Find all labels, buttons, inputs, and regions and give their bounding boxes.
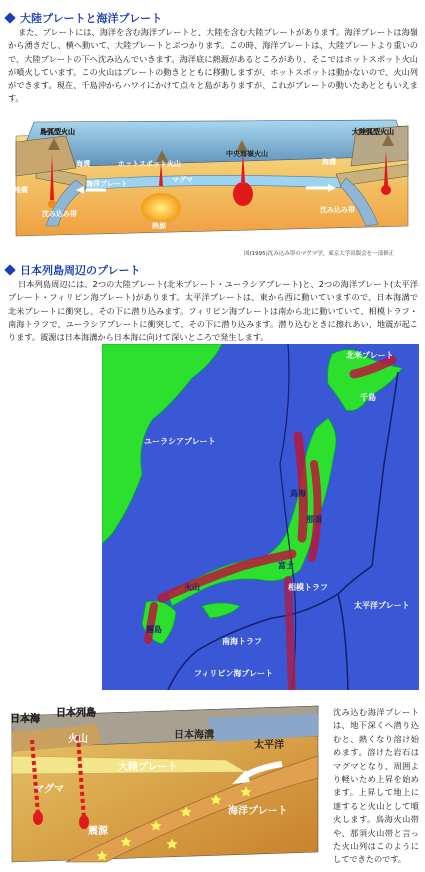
- label-kirishima: 霧島: [146, 625, 162, 634]
- section-heading-japan: [6, 262, 141, 278]
- figure-caption: 図(1995)沈み込み帯のマグマ学，東京大学出版会を一部修正: [244, 251, 395, 257]
- japan-plate-map: [102, 344, 419, 690]
- label-oceanic-plate: 海洋プレート: [228, 806, 288, 817]
- label-fuji: 富士: [278, 561, 294, 570]
- label-chokai: 鳥海: [290, 489, 306, 498]
- label-quake: 地震: [14, 186, 28, 194]
- label-trench-right: 海溝: [322, 158, 336, 166]
- label-ocean-plate: 海洋プレート: [86, 180, 128, 188]
- label-continental-plate: 大陸プレート: [118, 762, 178, 773]
- diamond-bullet-icon: [4, 12, 15, 23]
- label-hypocenter: 震源: [88, 826, 108, 837]
- section-heading-text: 日本列島周辺のプレート: [20, 264, 141, 277]
- label-trench-left: 海溝: [76, 160, 90, 168]
- label-subduction-right: 沈み込み帯: [320, 206, 355, 214]
- plate-tectonics-diagram: [6, 116, 418, 260]
- label-kuril: 千島: [360, 393, 376, 402]
- label-magma: マグマ: [34, 784, 64, 795]
- label-volcano: 火山: [68, 734, 88, 745]
- label-nankai: 南海トラフ: [222, 637, 262, 646]
- japan-paragraph: 日本列島周辺には、2つの大陸プレート(北米プレート・ユーラシアプレート)と、2つの海洋プレート(太平洋プレート・フィリピン海プレート)があります。太平洋プレートは、東から西に動いていますので、日本海溝で北米プレートに衝突し、その下に潜り込みます。フィリピン海プレートは南から北に動いていて、相模トラフ・南海トラフで、ユーラシアプレートに衝突して、その下に潜り込みます。潜り込むときに擦れあい、地震が起こります。震源は日本海溝から日本海に向けて深いところで発生します。: [8, 279, 418, 343]
- section-heading-plates: [6, 10, 162, 26]
- label-mid-ridge: 中央海嶺火山: [226, 150, 268, 158]
- label-continental-arc: 大陸弧型火山: [352, 128, 394, 136]
- subduction-explanation: 沈み込む海洋プレートは、地下深くへ潜り込むと、熱くなり溶け始めます。溶けた岩石はマグマとなり、周囲より軽いため上昇を始めます。上昇して地上に達すると火山として噴火します。鳥海火山帯や、那須火山帯と言った火山列はこのようにしてできたのです。: [333, 707, 419, 865]
- label-pacific-plate: 太平洋プレート: [354, 601, 410, 610]
- section-heading-text: 大陸プレートと海洋プレート: [20, 12, 163, 25]
- label-heat: 熱源: [152, 222, 166, 230]
- label-nasu: 那須: [306, 515, 322, 524]
- label-north-america: 北米プレート: [346, 351, 394, 360]
- subduction-cross-section: [6, 702, 328, 868]
- label-island-arc: 島弧型火山: [40, 128, 75, 136]
- label-japan-islands: 日本列島: [56, 708, 96, 719]
- label-pacific: 太平洋: [254, 740, 284, 751]
- label-kazan: 火山: [184, 583, 200, 592]
- diamond-bullet-icon: [4, 264, 15, 275]
- intro-paragraph: また、プレートには、海洋を含む海洋プレートと、大陸を含む大陸プレートがあります。海洋プレートは海嶺から湧きだし、横へ動いて、大陸プレートとぶつかります。この時、海洋プレートは、大陸プレートより重いので、大陸プレートの下へ沈み込んでいきます。海洋底に熱源があるところがあり、そこではホットスポット火山が噴火しています。この火山はプレートの動きとともに移動しますが、ホットスポットは動かないので、火山列ができます。現在、千島沖からハワイにかけて点々と島がありますが、これがプレートの動いたあとともいえます。: [8, 27, 418, 104]
- label-sea-of-japan: 日本海: [10, 714, 40, 725]
- label-mantle: マントル: [226, 234, 254, 242]
- label-magma: マグマ: [172, 176, 193, 184]
- label-sagami: 相模トラフ: [288, 583, 328, 592]
- label-subduction-left: 沈み込み帯: [42, 210, 77, 218]
- label-eurasia: ユーラシアプレート: [144, 437, 216, 446]
- label-philippine-plate: フィリピン海プレート: [194, 669, 274, 678]
- label-japan-trench: 日本海溝: [174, 730, 214, 741]
- heat-source-blob: [141, 193, 181, 223]
- label-hotspot: ホットスポット火山: [118, 160, 181, 168]
